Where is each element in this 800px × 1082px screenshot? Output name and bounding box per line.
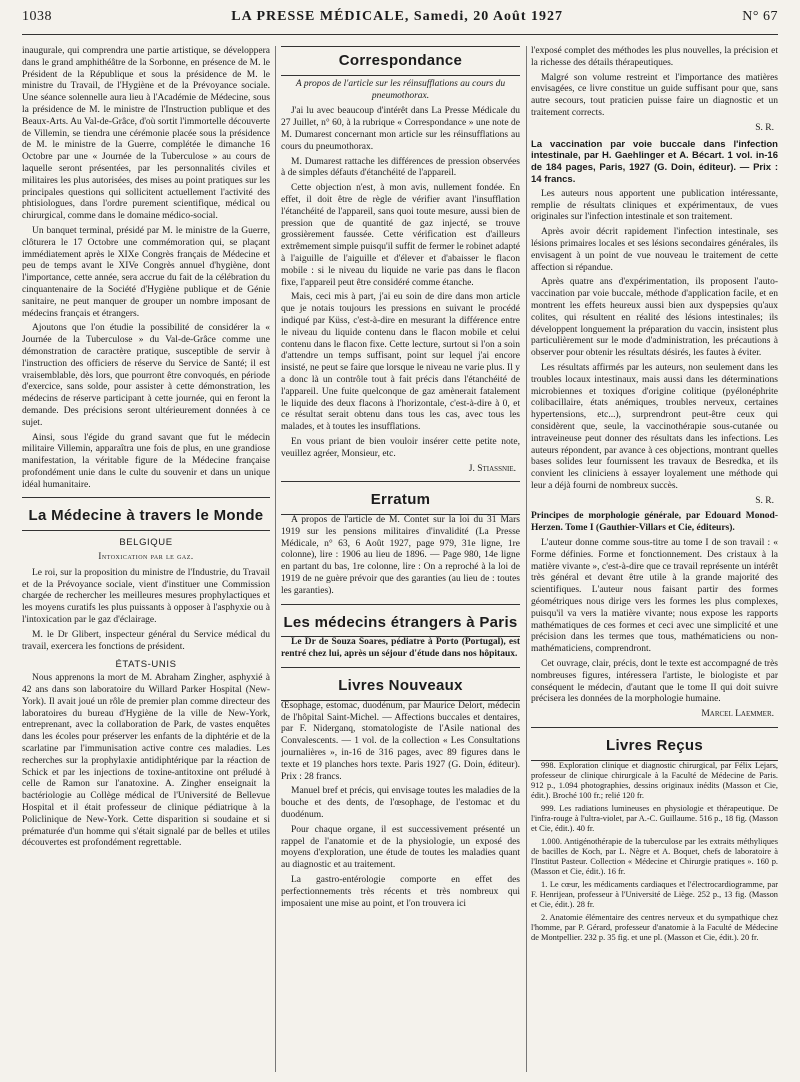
section-heading: Correspondance [338, 52, 463, 69]
column-2 [281, 46, 520, 1078]
list-item: 1. Le cœur, les médicaments cardiaques et l'électrocardiogramme, par F. Henrijean, professeur à l'Université de Liège. 252 p., 13 fig. (Masson et Cie, édit.). 28 fr. [531, 879, 778, 909]
signature: Marcel Laemmer. [701, 709, 774, 720]
book-entry: La vaccination par voie buccale dans l'infection intestinale, par H. Gaehlinger et A. Bécart. 1 vol. in-16 de 184 pages, Paris, 1927 (G. Doin, éditeur). — Prix : 14 francs. [531, 138, 778, 185]
paragraph: Pour chaque organe, il est successivement présenté un rappel de l'anatomie et de la physiologie, un exposé des moyens d'exploration, une étude de toutes les maladies quant au diagnostic et au traitement. [281, 824, 520, 871]
paragraph: Les auteurs nous apportent une publication intéressante, remplie de résultats cliniques et expérimentaux, de vues originales sur l'infection intestinale et son traitement. [531, 188, 778, 223]
paragraph: En vous priant de bien vouloir insérer cette petite note, veuillez agréer, Monsieur, etc. [281, 436, 520, 459]
paragraph: Après avoir décrit rapidement l'infection intestinale, ses lésions primaires locales et ses lésions secondaires générales, ils envisagent à un point de vue nouveau le traitement de cette affection si répandue. [531, 227, 778, 273]
section-heading: Les médecins étrangers à Paris [283, 613, 518, 631]
paragraph: Ajoutons que l'on étudie la possibilité de considérer la « Journée de la Tuberculose » du Val-de-Grâce comme une démonstration de caractère pratique, susceptible de servir à l'instruction des officiers de réserve du Service de Santé; il est vraisemblable, dès lors, que pourront être convoqués, en période d'exercice, sans solde, pour assister à cette démonstration, les médecins de réserve participant à cette journée, qui en feront la demande. Des précisions seront ultérieurement données à ce sujet. [22, 323, 270, 428]
column-1 [22, 46, 270, 1078]
column-separator [275, 46, 276, 1072]
paragraph: Ainsi, sous l'égide du grand savant que fut le médecin militaire Villemin, apparaîtra une fois de plus, en une grandiose manifestation, la véritable figure de la Médecine française profondément unie dans le culte du souvenir et dans un unique idéal humanitaire. [22, 432, 270, 490]
page-number: 1038 [22, 9, 52, 24]
section-heading: La Médecine à travers le Monde [28, 507, 264, 525]
list-item: 999. Les radiations lumineuses en physiologie et thérapeutique. De l'infra-rouge à l'ultra-violet, par A.-C. Guillaume. 516 p., 18 fig. (Masson et Cie, édit.). 40 fr. [531, 803, 778, 833]
paragraph: Le roi, sur la proposition du ministre de l'Industrie, du Travail et de la Prévoyance sociale, vient d'instituer une Commission chargée de rechercher les meilleures mesures prophylactiques et les moyens curatifs les plus puissants à opposer à l'asphyxie ou à l'intoxication par le gaz d'éclairage. [22, 567, 270, 626]
list-item: 1.000. Antigénothérapie de la tuberculose par les extraits méthyliques de bacilles de Koch, par L. Nègre et A. Boquet, chefs de laboratoire à l'Institut Pasteur. Collection « Médecine et Chirurgie pratiques ». 160 p. (Masson et Cie, édit.). 16 fr. [531, 836, 778, 876]
paragraph: Malgré son volume restreint et l'importance des matières envisagées, ce livre constitue un guide suffisant pour que, sans autre secours, tout praticien puisse faire un diagnostic et un traitement corrects. [531, 72, 778, 118]
paragraph: J'ai lu avec beaucoup d'intérêt dans La Presse Médicale du 27 Juillet, n° 60, à la rubrique « Correspondance » une note de M. Dumarest concernant mon article sur les réinsufflations au cours du pneumothorax. [281, 106, 520, 152]
paragraph: Un banquet terminal, présidé par M. le ministre de la Guerre, clôturera le 17 Octobre une commémoration qui, se plaçant immédiatement après le XIXe Congrès français de Médecine et peu de temps avant le XIVe Congrès annuel d'hygiène, dont l'importance, cette année, sera accrue du fait de la célébration du cinquantenaire de la Société d'Hygiène publique et de Génie sanitaire, ne peut manquer de grouper un nombre imposant de médecins français et étrangers. [22, 225, 270, 319]
country-heading: BELGIQUE [119, 537, 173, 549]
paragraph: Mais, ceci mis à part, j'ai eu soin de dire dans mon article que je notais toujours les pressions en suivant le procédé indiqué par Küss, c'est-à-dire en mesurant la différence entre le niveau du liquide contenu dans le flacon mobile et celui contenu dans le flacon fixe. Cette lecture, surtout si l'on a soin d'attendre un temps suffisant, point sur lequel j'ai encore insisté, ne peut se faire que lorsque le niveau ne varie plus. Il y a donc là un contrôle tout à fait précis dans l'étanchéité de l'appareil. Une fuite quelconque de gaz amènerait fatalement le liquide des deux flacons à l'horizontale, c'est-à-dire à 0, et ce résultat serait obtenu dans tous les cas, avec tous les malades, et à toutes les insufflations. [281, 292, 520, 433]
paragraph: inaugurale, qui comprendra une partie artistique, se développera dans le grand amphithéâtre de la Sorbonne, en présence de M. le Président de la République et sous la présidence de M. le ministre du Travail, de l'Hygiène et de la Prévoyance sociale. Une séance solennelle aura lieu à l'Académie de Médecine, sous la présidence de M. le ministre de l'Instruction publique et des Beaux-Arts. Au Val-de-Grâce, d'où sortit l'immortelle découverte de Villemin, se tiendra une cérémonie placée sous la présidence de M. le ministre de la Guerre, complétée le dimanche 16 Octobre par une « Journée de la Tuberculose » au cours de laquelle seront présentées, par les personnalités civiles et militaires les plus autorisées, des mises au point pratiques sur les principales questions qui sollicitent actuellement l'activité des phtisiologues, dans l'ordre purement scientifique, médical ou chirurgical, comme dans le domaine médico-social. [22, 46, 270, 222]
section-subtitle: Intoxication par le gaz. [98, 551, 194, 562]
paragraph: l'exposé complet des méthodes les plus nouvelles, la précision et la richesse des détails thérapeutiques. [531, 46, 778, 68]
paragraph: M. Dumarest rattache les différences de pression observées à de simples défauts d'étanchéité de l'appareil. [281, 156, 520, 179]
paragraph: L'auteur donne comme sous-titre au tome I de son travail : « Forme définies. Forme et fonctionnement. Des cristaux à la matière vivante », c'est-à-dire que ce travail représente un intérêt très général et devant être utile à la grande majorité des scientifiques. L'auteur nous faisant partir des formes géométriques nous dirige vers les formes les plus complexes, puisqu'il va vers la matière vivante; nous expose les rapports mathématiques de ces formes et ceci avec une simplicité et une précision dans les termes que tous, mathématiciens ou non-mathématiciens, comprendront. [531, 538, 778, 655]
paragraph: Manuel bref et précis, qui envisage toutes les maladies de la bouche et des dents, de l'œsophage, de l'estomac et du duodénum. [281, 786, 520, 821]
book-entry: Principes de morphologie générale, par Edouard Monod-Herzen. Tome I (Gauthier-Villars et Cie, éditeurs). [531, 511, 778, 534]
list-item: 2. Anatomie élémentaire des centres nerveux et du sympathique chez l'homme, par P. Gérard, professeur d'anatomie à la Faculté de Médecine de Montpellier. 232 p. 35 fig. et une pl. (Masson et Cie, édit.). 20 fr. [531, 912, 778, 942]
section-heading: Livres Nouveaux [338, 677, 463, 695]
section-heading: Livres Reçus [606, 737, 703, 755]
page-header [22, 4, 778, 30]
signature: S. R. [755, 122, 774, 133]
paragraph: La gastro-entérologie comporte en effet des perfectionnements très récents et très nombreux qui imposaient une mise au point, et l'on trouvera ici [281, 875, 520, 909]
issue-number: N° 67 [742, 9, 778, 24]
signature: S. R. [755, 495, 774, 506]
paragraph: Cet ouvrage, clair, précis, dont le texte est accompagné de très nombreuses figures, intéressera l'artiste, le biologiste et par conséquent le médecin, d'autant que le tome II qui doit suivre précisera les données de la morphologie humaine. [531, 659, 778, 705]
book-entry: Œsophage, estomac, duodénum, par Maurice Delort, médecin de l'hôpital Saint-Michel. — Affections buccales et dentaires, par F. Niderganq, stomatologiste de l'Asile national des Convalescents. — 1 vol. de la collection « Les Consultations journalières », in-16 de 316 pages, avec 89 figures dans le texte et 19 planches hors texte. Paris 1927 (G. Doin, éditeur). Prix : 28 francs. [281, 700, 520, 782]
paragraph: Nous apprenons la mort de M. Abraham Zingher, asphyxié à 42 ans dans son laboratoire du Willard Parker Hospital (New-York). Il avait joué un rôle de premier plan comme directeur des laboratoires du bureau d'Hygiène de la ville de New-York, entreprenant, avec la collaboration de Park, de vastes enquêtes dans les écoles pour préserver les enfants de la diphtérie et de la scarlatine par l'immunisation active contre ces maladies. Les recherches sur la prophylaxie antidiphtérique par la réaction de Schick et par les injections de toxine-antitoxine ont préludé à celle de Ramon sur l'anatoxine. A. Zingher enseignait la bactériologie au Collège médical de l'Université de Bellevue Hospital et il était professeur de clinique pédiatrique à la Policlinique de New-York. Cette disparition si soudaine et si prématurée d'un homme qui s'était signalé par de belles et utiles découvertes est profondément regrettable. [22, 673, 270, 849]
column-separator [526, 46, 527, 1072]
paragraph: Les résultats affirmés par les auteurs, non seulement dans les troubles locaux intestinaux, mais aussi dans les déterminations microbiennes et toxiques d'origine colitique (pyélonéphrite colibacillaire, états anémiques, troubles nerveux, certaines hypertensions, etc...), surprendront peut-être ceux qui considèrent que, seule, la vaccinothérapie sous-cutanée ou intraveineuse peut donner des résultats dans les infections. Les auteurs répondent, par avance à ces objections, montrant quelles bases solides leur fournissent les travaux de Besredka, et ils convient les cliniciens à essayer loyalement une méthode qui leur a déjà fourni de nombreux succès. [531, 362, 778, 491]
list-item: 998. Exploration clinique et diagnostic chirurgical, par Félix Lejars, professeur de clinique chirurgicale à la Faculté de Médecine de Paris. 912 p., 1.094 photographies, dessins originaux inédits (Masson et Cie, édit.). Broché 100 fr.; relié 120 fr. [531, 760, 778, 800]
paragraph: Après quatre ans d'expérimentation, ils proposent l'auto-vaccination par voie buccale, méthode d'application facile, et en montrent les effets heureux aussi bien aux dyspepsies qu'aux colites, qui résultent en réalité des lésions intestinales; ils développent longuement la préparation du vaccin, insistent plus particulièrement sur le mode d'administration, les précautions à observer pour obtenir les résultats désirés, les fautes à éviter. [531, 277, 778, 359]
signature: J. Stiassnie. [468, 463, 516, 474]
paragraph: Le Dr de Souza Soares, pédiatre à Porto (Portugal), est rentré chez lui, après un séjour d'étude dans nos hôpitaux. [281, 637, 520, 660]
column-3 [531, 46, 778, 1078]
paragraph: Cette objection n'est, à mon avis, nullement fondée. En effet, il doit être de règle de vérifier avant l'insufflation l'étanchéité de l'appareil, sans quoi toute mesure, aussi bien de pression que de quantité de gaz injecté, se trouve grossièrement faussée. Cette vérification est d'ailleurs extrêmement simple puisqu'il suffit de fermer le robinet adapté à l'aiguille de l'aiguille et d'élever et d'abaisser le flacon mobile : si le niveau du liquide ne varie pas dans le flacon fixe, l'appareil peut être considéré comme étanche. [281, 183, 520, 288]
journal-title: LA PRESSE MÉDICALE, Samedi, 20 Août 1927 [231, 9, 563, 24]
section-subtitle: A propos de l'article sur les réinsufflations au cours du pneumothorax. [295, 78, 506, 101]
section-heading: Erratum [370, 491, 431, 509]
paragraph: A propos de l'article de M. Contet sur la loi du 31 Mars 1919 sur les pensions militaires d'invalidité (La Presse Médicale, n° 63, 6 Août 1927, page 979, 31e ligne, 1re colonne), lire : 1906 au lieu de 1896. — Page 980, 14e ligne en partant du bas, 1re colonne, lire : On a reproché à la loi de 1919 de ne guère prévoir que des garanties (au lieu de : toutes les garanties). [281, 515, 520, 596]
header-rule [22, 34, 778, 35]
country-heading: ÉTATS-UNIS [115, 659, 177, 671]
paragraph: M. le Dr Glibert, inspecteur général du Service médical du travail, exercera les fonctions de président. [22, 629, 270, 652]
